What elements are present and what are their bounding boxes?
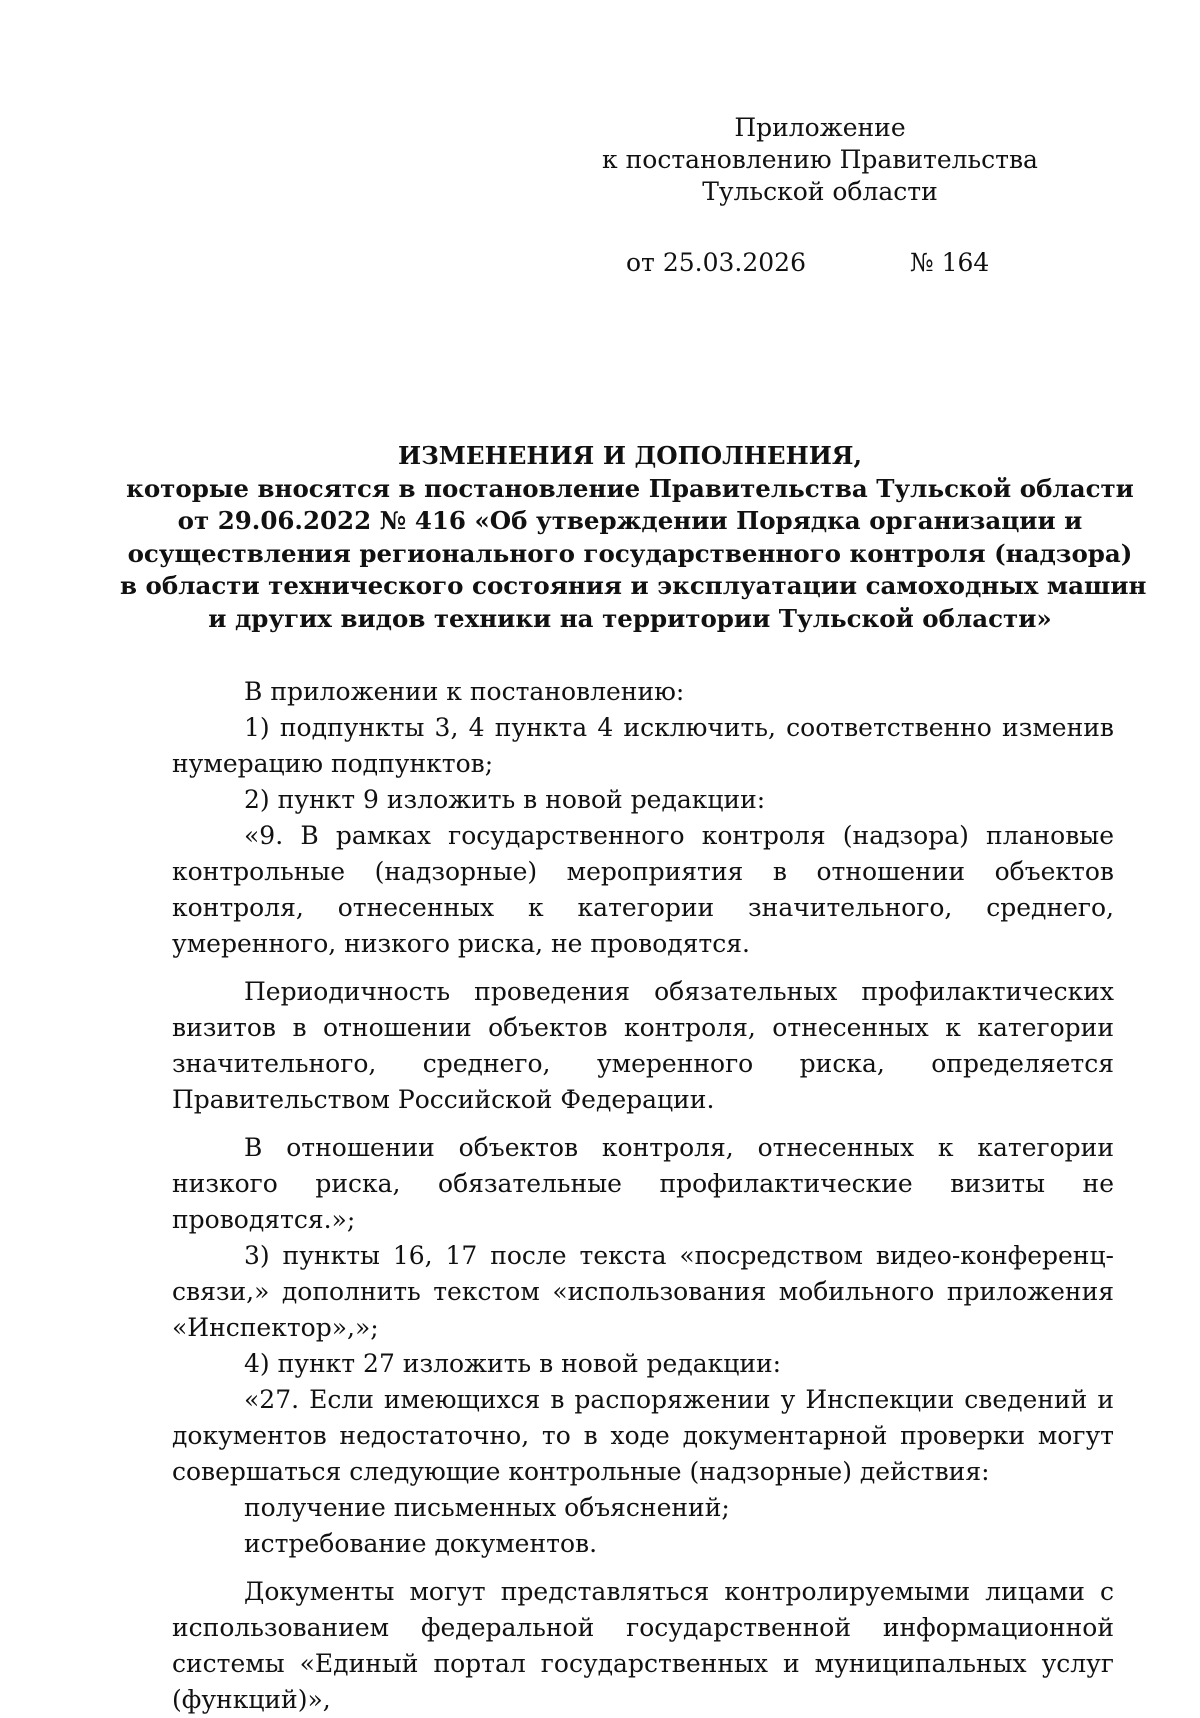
paragraph-item-1: 1) подпункты 3, 4 пункта 4 исключить, соответственно изменив нумерацию подпунктов; bbox=[172, 713, 1114, 778]
title-line: в области технического состояния и эксплуатации самоходных машин bbox=[120, 571, 1147, 601]
paragraph-item-2: 2) пункт 9 изложить в новой редакции: bbox=[244, 785, 766, 814]
title-line: ИЗМЕНЕНИЯ И ДОПОЛНЕНИЯ, bbox=[397, 441, 863, 470]
paragraph-submission: Документы могут представляться контролируемыми лицами с использованием федеральной государственной информационной системы «Единый портал государственных и муниципальных услуг (функций)», bbox=[172, 1577, 1114, 1714]
approval-heading: Приложение bbox=[734, 113, 906, 142]
title-line: и других видов техники на территории Тульской области» bbox=[208, 603, 1052, 633]
paragraph-intro: В приложении к постановлению: bbox=[244, 677, 685, 706]
approval-block bbox=[600, 112, 1040, 208]
title-line: от 29.06.2022 № 416 «Об утверждении Порядка организации и bbox=[177, 506, 1083, 536]
approval-reference: к постановлению Правительства bbox=[602, 145, 1038, 174]
paragraph-item-3: 3) пункты 16, 17 после текста «посредством видео-конференц-связи,» дополнить текстом «использования мобильного приложения «Инспектор»,»; bbox=[172, 1241, 1114, 1342]
title-line: которые вносятся в постановление Правительства Тульской области bbox=[126, 473, 1134, 503]
approval-date: от 25.03.2026 bbox=[626, 248, 806, 277]
paragraph-point-27: «27. Если имеющихся в распоряжении у Инспекции сведений и документов недостаточно, то в ходе документарной проверки могут совершаться следующие контрольные (надзорные) действия: bbox=[172, 1385, 1114, 1486]
paragraph-periodicity: Периодичность проведения обязательных профилактических визитов в отношении объектов контроля, отнесенных к категории значительного, среднего, умеренного риска, определяется Правительством Российской Федерации. bbox=[172, 977, 1114, 1114]
paragraph-documents: истребование документов. bbox=[244, 1529, 598, 1558]
document-title bbox=[120, 440, 1147, 636]
title-line: осуществления регионального государственного контроля (надзора) bbox=[127, 538, 1133, 568]
paragraph-low-risk: В отношении объектов контроля, отнесенных к категории низкого риска, обязательные профилактические визиты не проводятся.»; bbox=[172, 1133, 1114, 1234]
paragraph-explanations: получение письменных объяснений; bbox=[244, 1493, 730, 1522]
paragraph-item-4: 4) пункт 27 изложить в новой редакции: bbox=[244, 1349, 782, 1378]
document-body bbox=[172, 674, 1114, 1718]
approval-region: Тульской области bbox=[702, 177, 938, 206]
approval-number: № 164 bbox=[910, 248, 990, 277]
paragraph-point-9: «9. В рамках государственного контроля (надзора) плановые контрольные (надзорные) мероприятия в отношении объектов контроля, отнесенных к категории значительного, среднего, умеренного, низкого риска, не проводятся. bbox=[172, 821, 1114, 958]
